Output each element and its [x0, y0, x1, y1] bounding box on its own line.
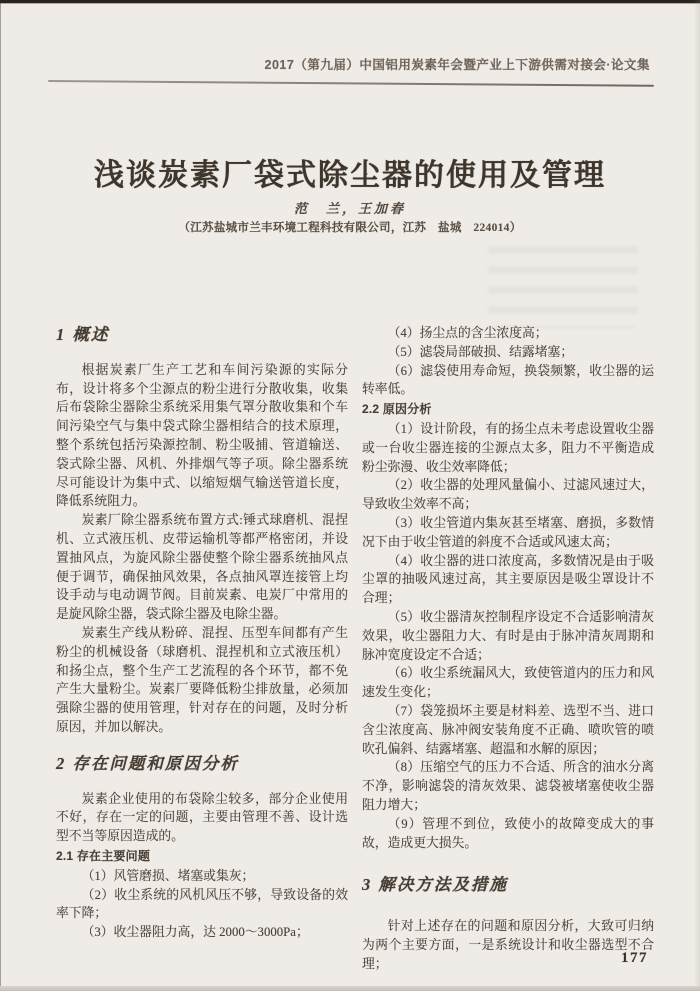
problem-item: （1）风管磨损、堵塞或集灰； [81, 868, 255, 883]
problem-item: （4）扬尘点的含尘浓度高； [387, 326, 548, 340]
section-1-paragraph: 炭素生产线从粉碎、混捏、压型车间都有产生粉尘的机械设备（球磨机、混捏机和立式液压机）和扬尘点，整个生产工艺流程的各个环节，都不免产生大量粉尘。炭素厂要降低粉尘排放量，必须加强除尘器的使用管理，针对存在的问题，及时分析原因，并加以解决。 [56, 625, 348, 734]
section-1-paragraph: 根据炭素厂生产工艺和车间污染源的实际分布，设计将多个尘源点的粉尘进行分散收集，收集后布袋除尘器除尘系统采用集气罩分散收集和个车间污染空气与集中袋式除尘器相结合的技术原理，整个系统包括污染源控制、粉尘吸捕、管道输送、袋式除尘器、风机、外排烟气等子项。除尘器系统尽可能设计为集中式、以缩短烟气输送管道长度，降低系统阻力。 [56, 362, 348, 509]
cause-item: （4）收尘器的进口浓度高，多数情况是由于吸尘罩的抽吸风速过高，其主要原因是吸尘罩设计不合理； [362, 553, 654, 606]
subsection-2-1-heading: 2.1 存在主要问题 [56, 848, 151, 863]
paper-title: 浅谈炭素厂袋式除尘器的使用及管理 [94, 159, 606, 193]
cause-item: （6）收尘系统漏风大，致使管道内的压力和风速发生变化； [362, 666, 654, 700]
problem-item: （6）滤袋使用寿命短，换袋频繁，收尘器的运转率低。 [362, 363, 654, 397]
two-column-body [56, 324, 654, 974]
left-column [56, 324, 348, 974]
header-rule [48, 80, 654, 87]
problem-item: （3）收尘器阻力高，达 2000～3000Pa； [81, 925, 309, 940]
authors: 范 兰，王加春 [293, 201, 406, 216]
section-2-heading: 2 存在问题和原因分析 [56, 753, 239, 773]
right-column [362, 324, 654, 974]
subsection-2-2-heading: 2.2 原因分析 [362, 402, 432, 417]
scan-edge-right [694, 0, 700, 991]
affiliation: （江苏盐城市兰丰环境工程科技有限公司，江苏 盐城 224014） [178, 222, 522, 234]
scan-edge-bottom [0, 986, 700, 991]
section-3-heading: 3 解决方法及措施 [362, 875, 508, 895]
cause-item: （5）收尘器清灰控制程序设定不合适影响清灰效果，收尘器阻力大、有时是由于脉冲清灰周期和脉冲宽度设定不合适； [362, 609, 654, 662]
scan-edge-top-shadow [0, 3, 700, 4]
cause-item: （2）收尘器的处理风量偏小、过滤风速过大，导致收尘效率不高； [362, 478, 654, 512]
section-2-intro: 炭素企业使用的布袋除尘较多，部分企业使用不好，存在一定的问题，主要由管理不善、设计选型不当等原因造成的。 [56, 791, 348, 844]
section-1-heading: 1 概述 [56, 325, 110, 344]
cause-item: （9）管理不到位，致使小的故障变成大的事故，造成更大损失。 [362, 816, 654, 850]
section-3-paragraph: 针对上述存在的问题和原因分析，大致可归纳为两个主要方面，一是系统设计和收尘器选型不合理； [362, 919, 654, 971]
section-1-paragraph: 炭素厂除尘器系统布置方式:锤式球磨机、混捏机、立式液压机、皮带运输机等都严格密闭，并设置抽风点，为旋风除尘器使整个除尘器系统抽风点便于调节，确保抽风效果，各点抽风罩连接管上均设手动与电动调节阀。目前炭素、电炭厂中常用的是旋风除尘器，袋式除尘器及电除尘器。 [56, 513, 348, 622]
problem-item: （5）滤袋局部破损、结露堵塞； [387, 344, 574, 359]
scan-edge-left [0, 0, 1, 991]
conference-proceedings-header: 2017（第九届）中国铝用炭素年会暨产业上下游供需对接会·论文集 [264, 58, 650, 72]
cause-item: （1）设计阶段，有的扬尘点未考虑设置收尘器或一台收尘器连接的尘源点太多，阻力不平衡造成粉尘弥漫、收尘效率降低； [362, 421, 654, 474]
problem-item: （2）收尘系统的风机风压不够，导致设备的效率下降； [56, 887, 348, 921]
cause-item: （8）压缩空气的压力不合适、所含的油水分离不净，影响滤袋的清灰效果、滤袋被堵塞使收尘器阻力增大； [362, 760, 654, 812]
bleed-through-artifact [488, 246, 638, 328]
page-number: 177 [621, 950, 648, 966]
cause-item: （3）收尘管道内集灰甚至堵塞、磨损，多数情况下由于收尘管道的斜度不合适或风速太高； [362, 515, 654, 549]
cause-item: （7）袋笼损坏主要是材料差、选型不当、进口含尘浓度高、脉冲阀安装角度不正确、喷吹管的喷吹孔偏斜、结露堵塞、超温和水解的原因； [362, 703, 654, 756]
